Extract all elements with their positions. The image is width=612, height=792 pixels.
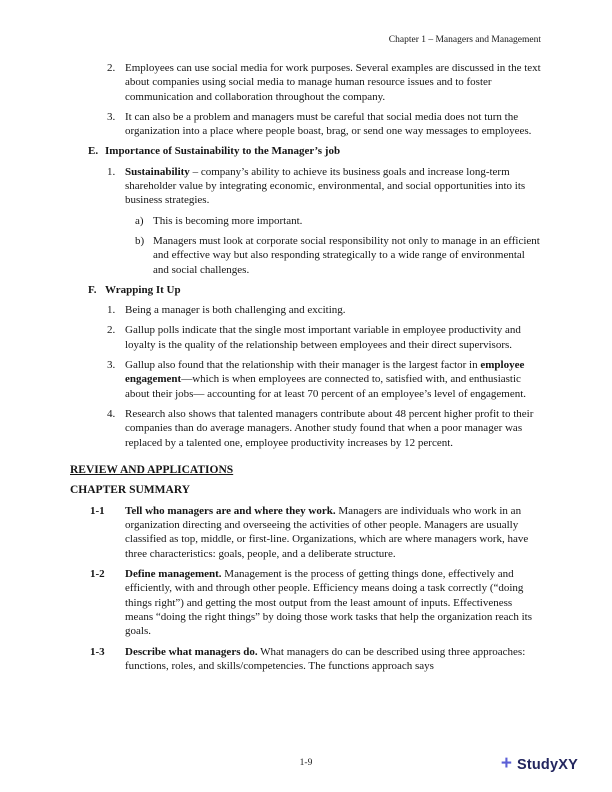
summary-lead: Define management. — [125, 568, 222, 581]
running-header: Chapter 1 – Managers and Management — [388, 35, 541, 45]
item-marker: b) — [135, 234, 145, 247]
item-marker: 4. — [107, 407, 116, 420]
item-text: Gallup polls indicate that the single most important variable in employee productivity and loyalty is the quality of the relationship between employees and their direct supervisors. — [125, 324, 521, 351]
item-text-post: —which is when employees are connected to, satisfied with, and enthusiastic about their jobs— accounting for at least 70 percent of an employee’s level of engagement. — [125, 373, 527, 400]
item-text: Employees can use social media for work purposes. Several examples are discussed in the text about companies using social media to manage human resource issues and to foster communication and collaboration throughout the company. — [125, 62, 541, 103]
review-applications-heading: REVIEW AND APPLICATIONS — [70, 463, 234, 476]
item-marker: 2. — [107, 324, 116, 337]
outline-item — [70, 407, 541, 450]
item-marker: 1. — [107, 304, 116, 317]
outline-item — [70, 165, 541, 208]
plus-icon: + — [500, 753, 512, 774]
summary-body: Management is the process of getting things done, effectively and efficiently, with and through other people. Efficiency means doing a task correctly (“doing things right”) and getting the most output from the least amount of inputs. Effectiveness means “doing the right things” by doing those work tasks that help the organization reach its goals. — [125, 568, 533, 638]
summary-body: Managers are individuals who work in an organization directing and overseeing the activities of other people. Managers are usually classified as top, middle, or first-line. Organizations, which are where managers work, have three characteristics: goals, people, and a deliberate structure. — [125, 504, 529, 560]
item-text — [125, 165, 541, 208]
outline-item — [70, 358, 541, 401]
brand-name: StudyXY — [516, 756, 578, 773]
item-text: It can also be a problem and managers must be careful that social media does not turn the organization into a place where people boast, brag, or send one way messages to employees. — [125, 110, 532, 138]
bold-term: employee engagement — [125, 359, 525, 386]
summary-lead: Describe what managers do. — [125, 645, 258, 658]
item-text: Research also shows that talented managers contribute about 48 percent higher profit to their companies than do average managers. Another study found that when a poor manager was replaced by a talented one, employee productivity increases by 12 percent. — [125, 407, 534, 449]
summary-item — [70, 504, 541, 561]
heading-text: Wrapping It Up — [105, 283, 181, 296]
item-text: This is becoming more important. — [153, 214, 303, 227]
item-marker: 1. — [107, 165, 116, 178]
item-text: Being a manager is both challenging and exciting. — [125, 304, 346, 317]
item-text: Managers must look at corporate social responsibility not only to manage in an efficient and effective way but also responding strategically to a wide range of environmental and social challenges. — [153, 234, 540, 276]
heading-text: Importance of Sustainability to the Manager’s job — [105, 145, 341, 158]
item-marker: 1-2 — [90, 568, 105, 581]
outline-item — [70, 303, 541, 317]
page-body — [70, 61, 541, 679]
item-text — [125, 504, 541, 561]
outline-heading-e — [70, 144, 541, 158]
outline-item — [70, 110, 541, 139]
item-text-pre: Gallup also found that the relationship with their manager is the largest factor in — [125, 359, 481, 372]
item-text-rest: – company’s ability to achieve its business goals and increase long-term shareholder value by integrating economic, environmental, and social opportunities into its business strategies. — [125, 165, 526, 207]
item-text — [125, 645, 541, 674]
summary-item — [70, 645, 541, 674]
summary-item — [70, 567, 541, 638]
outline-item — [70, 214, 541, 228]
item-marker: 2. — [107, 62, 116, 74]
item-marker: 1-3 — [90, 645, 105, 658]
item-marker: 1-1 — [90, 504, 105, 517]
outline-heading-f — [70, 283, 541, 297]
outline-item — [70, 323, 541, 352]
summary-body: What managers do can be described using three approaches: functions, roles, and skills/competencies. The functions approach says — [125, 645, 526, 672]
item-marker: a) — [135, 214, 144, 227]
bold-term: Sustainability — [125, 165, 190, 178]
item-marker: 3. — [107, 110, 116, 123]
item-marker: E. — [88, 145, 99, 158]
studyxy-logo — [501, 755, 578, 774]
item-marker: F. — [88, 283, 97, 296]
outline-item — [70, 61, 541, 104]
summary-lead: Tell who managers are and where they work. — [125, 504, 336, 517]
outline-item — [70, 234, 541, 277]
item-text — [125, 567, 541, 638]
item-text — [125, 358, 541, 401]
item-marker: 3. — [107, 359, 116, 372]
chapter-summary-heading: CHAPTER SUMMARY — [70, 483, 191, 496]
page-number: 1-9 — [299, 758, 313, 768]
